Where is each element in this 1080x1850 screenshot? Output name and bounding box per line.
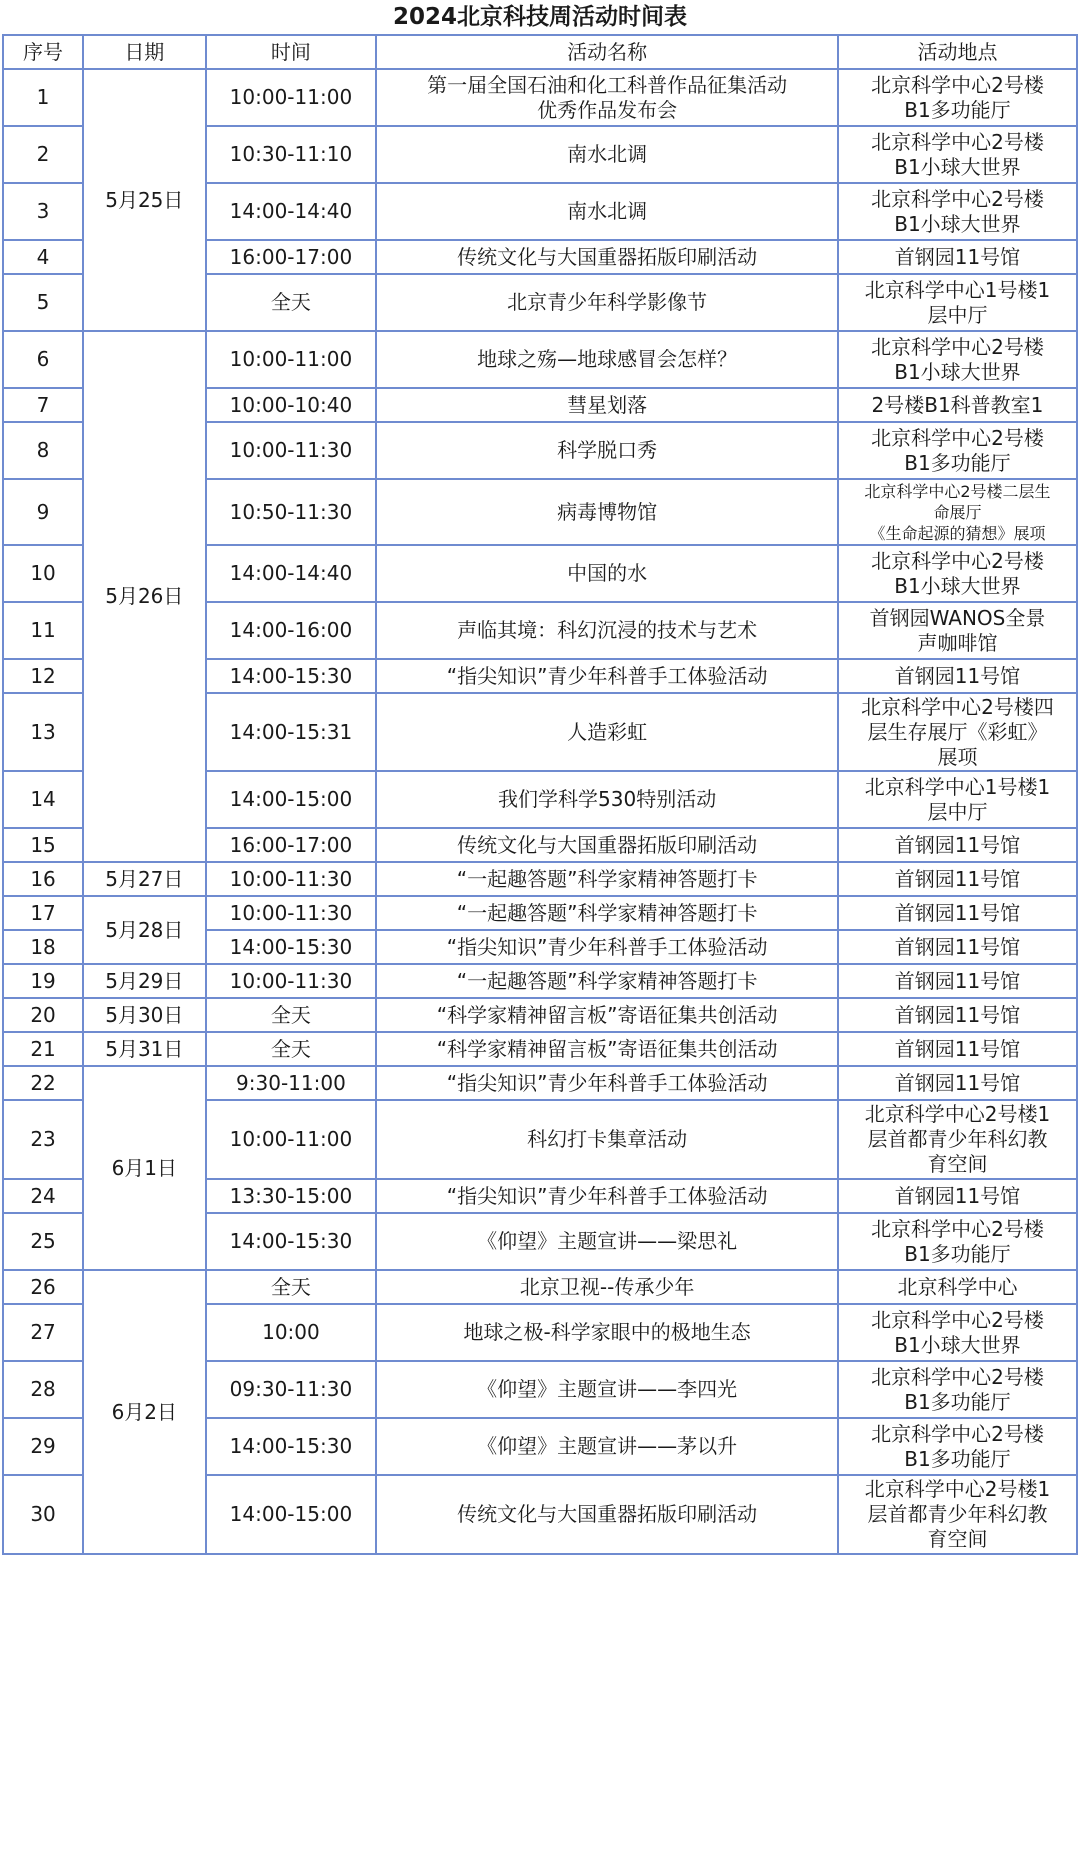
- row-location: 北京科学中心: [838, 1270, 1077, 1304]
- row-time: 10:00-11:00: [206, 1100, 377, 1179]
- row-number: 11: [3, 602, 83, 659]
- row-activity-name: 人造彩虹: [376, 693, 838, 771]
- col-header-name: 活动名称: [376, 35, 838, 69]
- row-number: 17: [3, 896, 83, 930]
- row-location: 2号楼B1科普教室1: [838, 388, 1077, 422]
- row-location: 首钢园11号馆: [838, 1032, 1077, 1066]
- row-number: 5: [3, 274, 83, 331]
- row-date: 5月27日: [83, 862, 205, 896]
- row-activity-name: “指尖知识”青少年科普手工体验活动: [376, 1066, 838, 1100]
- row-location: 北京科学中心2号楼 B1小球大世界: [838, 183, 1077, 240]
- row-number: 24: [3, 1179, 83, 1213]
- row-activity-name: “一起趣答题”科学家精神答题打卡: [376, 964, 838, 998]
- row-time: 9:30-11:00: [206, 1066, 377, 1100]
- row-location: 北京科学中心2号楼二层生 命展厅 《生命起源的猜想》展项: [838, 479, 1077, 545]
- table-row: [3, 1032, 1077, 1066]
- row-location: 北京科学中心2号楼1 层首都青少年科幻教 育空间: [838, 1100, 1077, 1179]
- row-number: 8: [3, 422, 83, 479]
- row-location: 首钢园11号馆: [838, 828, 1077, 862]
- row-activity-name: 中国的水: [376, 545, 838, 602]
- row-time: 全天: [206, 998, 377, 1032]
- col-header-no: 序号: [3, 35, 83, 69]
- row-time: 14:00-15:30: [206, 659, 377, 693]
- row-time: 14:00-14:40: [206, 545, 377, 602]
- row-number: 7: [3, 388, 83, 422]
- row-activity-name: 传统文化与大国重器拓版印刷活动: [376, 240, 838, 274]
- table-row: [3, 69, 1077, 126]
- row-activity-name: “一起趣答题”科学家精神答题打卡: [376, 896, 838, 930]
- row-time: 10:00-11:00: [206, 331, 377, 388]
- row-number: 20: [3, 998, 83, 1032]
- row-time: 10:00: [206, 1304, 377, 1361]
- table-row: [3, 331, 1077, 388]
- row-activity-name: 南水北调: [376, 183, 838, 240]
- row-time: 10:00-11:30: [206, 422, 377, 479]
- col-header-time: 时间: [206, 35, 377, 69]
- row-date: 5月29日: [83, 964, 205, 998]
- row-number: 28: [3, 1361, 83, 1418]
- row-activity-name: 地球之殇—地球感冒会怎样？: [376, 331, 838, 388]
- row-time: 16:00-17:00: [206, 828, 377, 862]
- row-location: 北京科学中心1号楼1 层中厅: [838, 771, 1077, 828]
- row-number: 22: [3, 1066, 83, 1100]
- row-time: 10:00-11:30: [206, 862, 377, 896]
- row-time: 14:00-15:30: [206, 1418, 377, 1475]
- row-time: 10:00-10:40: [206, 388, 377, 422]
- row-location: 北京科学中心2号楼 B1多功能厅: [838, 1213, 1077, 1270]
- table-row: [3, 1066, 1077, 1100]
- table-row: [3, 964, 1077, 998]
- row-date: 5月31日: [83, 1032, 205, 1066]
- table-row: [3, 1270, 1077, 1304]
- page-title: 2024北京科技周活动时间表: [392, 4, 687, 30]
- row-activity-name: 北京卫视--传承少年: [376, 1270, 838, 1304]
- row-activity-name: 声临其境：科幻沉浸的技术与艺术: [376, 602, 838, 659]
- row-number: 1: [3, 69, 83, 126]
- row-time: 14:00-15:31: [206, 693, 377, 771]
- row-number: 16: [3, 862, 83, 896]
- row-time: 10:00-11:00: [206, 69, 377, 126]
- row-time: 16:00-17:00: [206, 240, 377, 274]
- table-row: [3, 896, 1077, 930]
- row-number: 30: [3, 1475, 83, 1554]
- row-location: 首钢园11号馆: [838, 998, 1077, 1032]
- table-row: [3, 862, 1077, 896]
- col-header-place: 活动地点: [838, 35, 1077, 69]
- row-time: 10:50-11:30: [206, 479, 377, 545]
- row-location: 北京科学中心1号楼1 层中厅: [838, 274, 1077, 331]
- row-location: 北京科学中心2号楼 B1小球大世界: [838, 545, 1077, 602]
- row-number: 27: [3, 1304, 83, 1361]
- row-activity-name: “指尖知识”青少年科普手工体验活动: [376, 930, 838, 964]
- row-activity-name: 北京青少年科学影像节: [376, 274, 838, 331]
- row-activity-name: 我们学科学530特别活动: [376, 771, 838, 828]
- row-activity-name: 《仰望》主题宣讲——梁思礼: [376, 1213, 838, 1270]
- row-time: 10:00-11:30: [206, 896, 377, 930]
- row-activity-name: 彗星划落: [376, 388, 838, 422]
- row-location: 北京科学中心2号楼 B1多功能厅: [838, 69, 1077, 126]
- row-number: 21: [3, 1032, 83, 1066]
- row-date: 5月30日: [83, 998, 205, 1032]
- row-location: 首钢园11号馆: [838, 1066, 1077, 1100]
- row-time: 全天: [206, 1032, 377, 1066]
- row-activity-name: “科学家精神留言板”寄语征集共创活动: [376, 1032, 838, 1066]
- row-location: 北京科学中心2号楼 B1小球大世界: [838, 1304, 1077, 1361]
- row-time: 14:00-15:30: [206, 1213, 377, 1270]
- row-time: 13:30-15:00: [206, 1179, 377, 1213]
- schedule-body: [3, 69, 1077, 1554]
- row-activity-name: 地球之极-科学家眼中的极地生态: [376, 1304, 838, 1361]
- row-location: 北京科学中心2号楼 B1多功能厅: [838, 1418, 1077, 1475]
- row-location: 首钢园11号馆: [838, 659, 1077, 693]
- row-number: 26: [3, 1270, 83, 1304]
- row-number: 10: [3, 545, 83, 602]
- col-header-date: 日期: [83, 35, 205, 69]
- row-activity-name: 传统文化与大国重器拓版印刷活动: [376, 1475, 838, 1554]
- row-location: 首钢园11号馆: [838, 896, 1077, 930]
- row-location: 首钢园11号馆: [838, 964, 1077, 998]
- row-time: 全天: [206, 274, 377, 331]
- row-number: 9: [3, 479, 83, 545]
- row-activity-name: “指尖知识”青少年科普手工体验活动: [376, 659, 838, 693]
- row-location: 首钢园11号馆: [838, 930, 1077, 964]
- row-activity-name: “一起趣答题”科学家精神答题打卡: [376, 862, 838, 896]
- row-number: 15: [3, 828, 83, 862]
- row-activity-name: 《仰望》主题宣讲——茅以升: [376, 1418, 838, 1475]
- row-time: 14:00-16:00: [206, 602, 377, 659]
- row-location: 北京科学中心2号楼1 层首都青少年科幻教 育空间: [838, 1475, 1077, 1554]
- row-number: 12: [3, 659, 83, 693]
- row-number: 25: [3, 1213, 83, 1270]
- row-activity-name: 第一届全国石油和化工科普作品征集活动 优秀作品发布会: [376, 69, 838, 126]
- row-time: 14:00-15:30: [206, 930, 377, 964]
- row-location: 北京科学中心2号楼 B1多功能厅: [838, 1361, 1077, 1418]
- row-activity-name: 《仰望》主题宣讲——李四光: [376, 1361, 838, 1418]
- row-time: 09:30-11:30: [206, 1361, 377, 1418]
- row-activity-name: “科学家精神留言板”寄语征集共创活动: [376, 998, 838, 1032]
- row-activity-name: 病毒博物馆: [376, 479, 838, 545]
- row-activity-name: 传统文化与大国重器拓版印刷活动: [376, 828, 838, 862]
- row-time: 14:00-14:40: [206, 183, 377, 240]
- row-number: 2: [3, 126, 83, 183]
- row-number: 14: [3, 771, 83, 828]
- row-time: 10:00-11:30: [206, 964, 377, 998]
- row-location: 北京科学中心2号楼 B1小球大世界: [838, 331, 1077, 388]
- row-date: 5月26日: [83, 331, 205, 862]
- row-number: 19: [3, 964, 83, 998]
- row-time: 全天: [206, 1270, 377, 1304]
- row-number: 4: [3, 240, 83, 274]
- row-time: 10:30-11:10: [206, 126, 377, 183]
- table-row: [3, 998, 1077, 1032]
- row-location: 首钢园11号馆: [838, 862, 1077, 896]
- row-number: 3: [3, 183, 83, 240]
- row-activity-name: 科学脱口秀: [376, 422, 838, 479]
- row-time: 14:00-15:00: [206, 1475, 377, 1554]
- row-number: 29: [3, 1418, 83, 1475]
- row-activity-name: 南水北调: [376, 126, 838, 183]
- row-location: 首钢园11号馆: [838, 240, 1077, 274]
- row-location: 北京科学中心2号楼 B1多功能厅: [838, 422, 1077, 479]
- row-date: 6月1日: [83, 1066, 205, 1270]
- row-location: 首钢园WANOS全景 声咖啡馆: [838, 602, 1077, 659]
- row-activity-name: “指尖知识”青少年科普手工体验活动: [376, 1179, 838, 1213]
- row-location: 北京科学中心2号楼 B1小球大世界: [838, 126, 1077, 183]
- row-date: 6月2日: [83, 1270, 205, 1554]
- row-date: 5月28日: [83, 896, 205, 964]
- row-time: 14:00-15:00: [206, 771, 377, 828]
- row-location: 首钢园11号馆: [838, 1179, 1077, 1213]
- row-activity-name: 科幻打卡集章活动: [376, 1100, 838, 1179]
- row-location: 北京科学中心2号楼四 层生存展厅《彩虹》 展项: [838, 693, 1077, 771]
- row-date: 5月25日: [83, 69, 205, 331]
- row-number: 23: [3, 1100, 83, 1179]
- schedule-table: [2, 34, 1078, 1555]
- row-number: 6: [3, 331, 83, 388]
- row-number: 18: [3, 930, 83, 964]
- header-row: [3, 35, 1077, 69]
- row-number: 13: [3, 693, 83, 771]
